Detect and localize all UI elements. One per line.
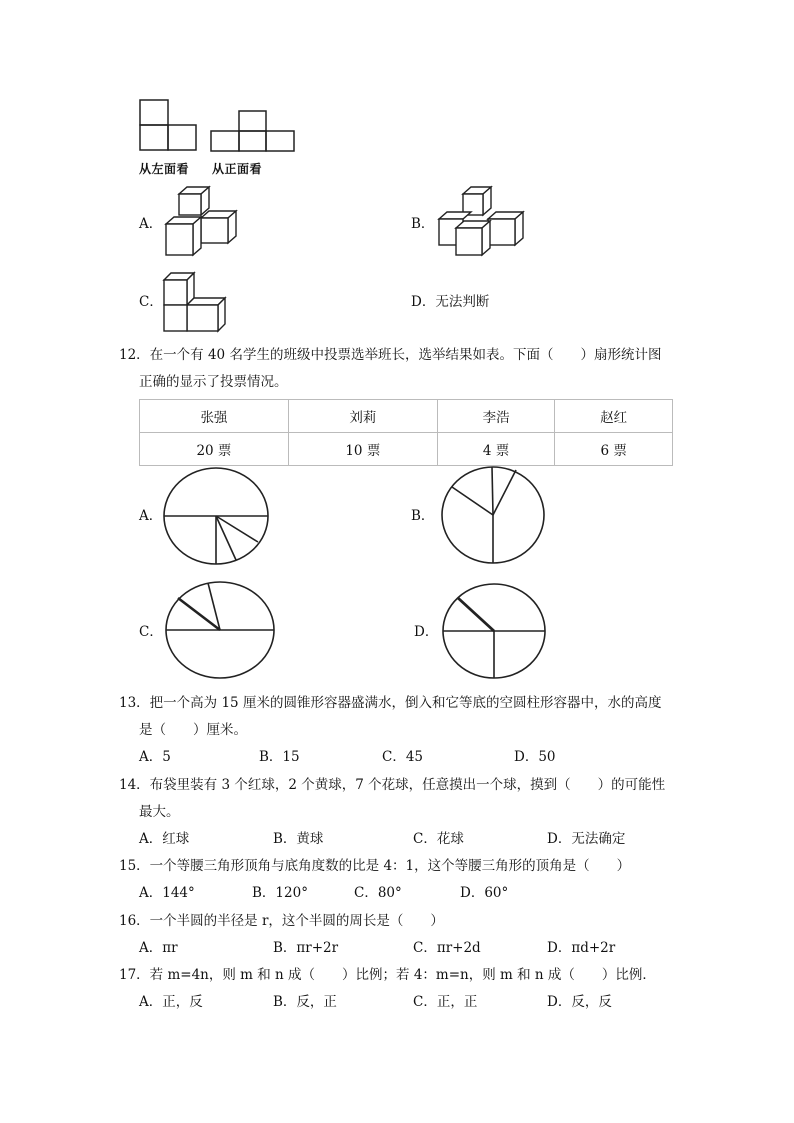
q12-stem-line2: 正确的显示了投票情况。 bbox=[139, 374, 288, 390]
vote-table bbox=[139, 399, 673, 466]
q13-option-d[interactable]: D．50 bbox=[514, 749, 556, 765]
left-view-caption: 从左面看 bbox=[139, 162, 190, 176]
q12-option-b-pie[interactable] bbox=[440, 465, 546, 565]
q12-option-a-pie[interactable] bbox=[162, 466, 272, 566]
front-view-figure bbox=[210, 110, 295, 152]
q11-option-a-label[interactable]: A． bbox=[139, 216, 163, 232]
q16-stem: 16．一个半圆的半径是 r，这个半圆的周长是（ ） bbox=[119, 913, 444, 929]
q12-option-c-pie[interactable] bbox=[164, 580, 276, 680]
q16-option-a[interactable]: A．πr bbox=[139, 940, 178, 956]
q12-stem-line1: 12．在一个有 40 名学生的班级中投票选举班长，选举结果如表。下面（ ）扇形统计图 bbox=[119, 347, 662, 363]
table-header-cell: 刘莉 bbox=[288, 400, 437, 433]
q15-stem: 15．一个等腰三角形顶角与底角度数的比是 4：1，这个等腰三角形的顶角是（ ） bbox=[119, 858, 631, 874]
q15-option-d[interactable]: D．60° bbox=[460, 885, 509, 901]
q14-option-c[interactable]: C．花球 bbox=[413, 831, 464, 847]
q17-option-b[interactable]: B．反，正 bbox=[273, 994, 337, 1010]
q15-option-b[interactable]: B．120° bbox=[252, 885, 308, 901]
table-header-cell: 李浩 bbox=[437, 400, 555, 433]
q12-option-c-label[interactable]: C． bbox=[139, 624, 163, 640]
q17-option-a[interactable]: A．正，反 bbox=[139, 994, 203, 1010]
left-view-figure bbox=[139, 99, 197, 151]
q12-option-b-label[interactable]: B． bbox=[411, 508, 435, 524]
q14-stem-line1: 14．布袋里装有 3 个红球，2 个黄球，7 个花球，任意摸出一个球，摸到（ ）的可能性 bbox=[119, 777, 666, 793]
q11-option-d[interactable]: D．无法判断 bbox=[411, 294, 490, 310]
table-cell: 20 票 bbox=[140, 433, 289, 466]
q17-stem: 17．若 m=4n，则 m 和 n 成（ ）比例；若 4：m=n，则 m 和 n 成（ ）比例． bbox=[119, 967, 656, 983]
q13-stem-line2: 是（ ）厘米。 bbox=[139, 722, 247, 738]
q11-option-c-label[interactable]: C． bbox=[139, 294, 163, 310]
q13-option-b[interactable]: B．15 bbox=[259, 749, 300, 765]
q17-option-c[interactable]: C．正，正 bbox=[413, 994, 478, 1010]
q16-option-d[interactable]: D．πd+2r bbox=[547, 940, 616, 956]
q13-stem-line1: 13．把一个高为 15 厘米的圆锥形容器盛满水，倒入和它等底的空圆柱形容器中，水的高度 bbox=[119, 695, 662, 711]
q15-option-a[interactable]: A．144° bbox=[139, 885, 195, 901]
q13-option-a[interactable]: A．5 bbox=[139, 749, 171, 765]
q17-option-d[interactable]: D．反，反 bbox=[547, 994, 612, 1010]
q12-option-d-pie[interactable] bbox=[441, 582, 547, 680]
q11-option-a-cubes[interactable] bbox=[165, 186, 240, 258]
q14-option-a[interactable]: A．红球 bbox=[139, 831, 190, 847]
q12-option-a-label[interactable]: A． bbox=[139, 508, 163, 524]
table-header-cell: 张强 bbox=[140, 400, 289, 433]
q13-option-c[interactable]: C．45 bbox=[382, 749, 424, 765]
q14-option-b[interactable]: B．黄球 bbox=[273, 831, 324, 847]
q11-option-c-cubes[interactable] bbox=[163, 268, 229, 334]
q15-option-c[interactable]: C．80° bbox=[354, 885, 402, 901]
table-cell: 4 票 bbox=[437, 433, 555, 466]
q14-option-d[interactable]: D．无法确定 bbox=[547, 831, 626, 847]
table-cell: 10 票 bbox=[288, 433, 437, 466]
table-header-row bbox=[140, 400, 673, 433]
table-cell: 6 票 bbox=[555, 433, 673, 466]
front-view-caption: 从正面看 bbox=[212, 162, 263, 176]
q11-option-b-cubes[interactable] bbox=[438, 186, 526, 258]
table-row bbox=[140, 433, 673, 466]
q14-stem-line2: 最大。 bbox=[139, 804, 180, 820]
q16-option-b[interactable]: B．πr+2r bbox=[273, 940, 339, 956]
table-header-cell: 赵红 bbox=[555, 400, 673, 433]
q16-option-c[interactable]: C．πr+2d bbox=[413, 940, 481, 956]
q12-option-d-label[interactable]: D． bbox=[414, 624, 439, 640]
q11-option-b-label[interactable]: B． bbox=[411, 216, 435, 232]
